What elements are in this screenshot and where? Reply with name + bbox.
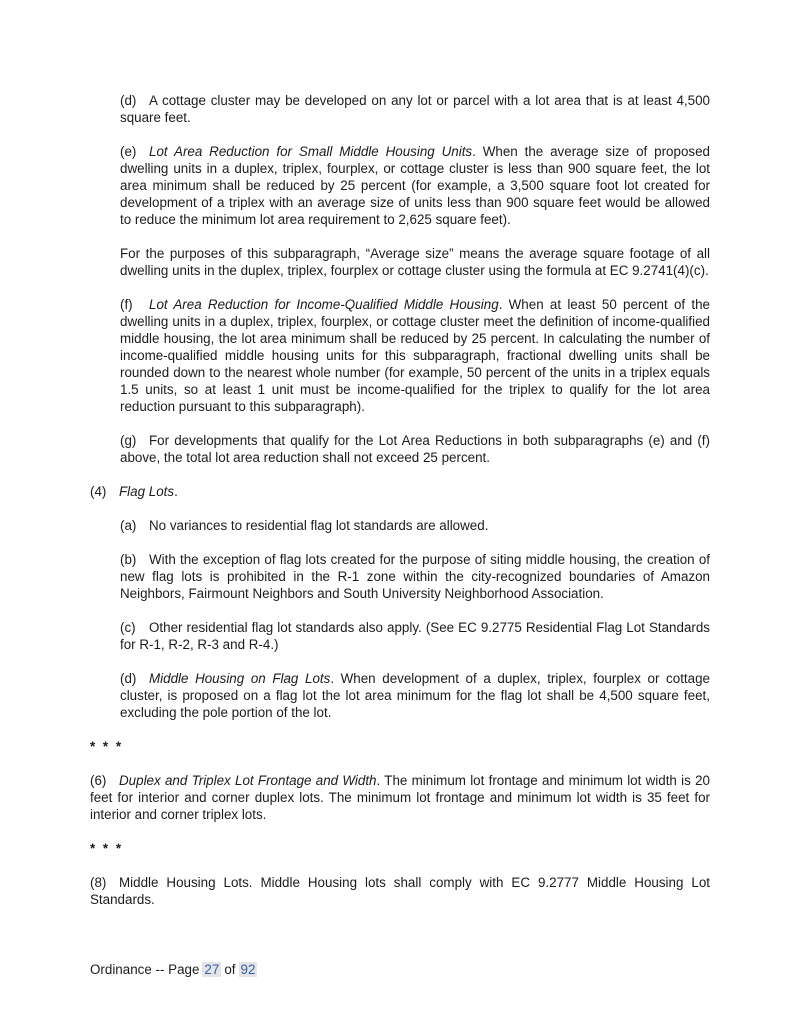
paragraph-text: Other residential flag lot standards also apply. (See EC 9.2775 Residential Flag Lot Standards for R-1, R-2, R-3 and R-4.) — [120, 620, 710, 652]
paragraph-label: (8) — [90, 875, 107, 890]
document-content — [90, 92, 710, 925]
paragraph-g-combined-reductions — [120, 432, 710, 466]
paragraph-label: (b) — [120, 552, 137, 567]
paragraph-text: No variances to residential flag lot standards are allowed. — [149, 518, 489, 533]
page-number-field: 27 — [204, 962, 220, 977]
paragraph-text: . — [174, 484, 178, 499]
paragraph-label: (a) — [120, 518, 137, 533]
paragraph-label: (c) — [120, 620, 136, 635]
total-pages-field: 92 — [240, 962, 256, 977]
paragraph-text: Middle Housing Lots. Middle Housing lots shall comply with EC 9.2777 Middle Housing Lot Standards. — [90, 875, 710, 907]
paragraph-title-italic: Lot Area Reduction for Small Middle Housing Units — [149, 144, 473, 159]
paragraph-text: . When development of a duplex, triplex, fourplex or cottage cluster, is proposed on a flag lot the lot area minimum for the flag lot shall be 4,500 square feet, excluding the pole portion of the lot. — [120, 671, 710, 720]
paragraph-text: . When the average size of proposed dwelling units in a duplex, triplex, fourplex, or cottage cluster is less than 900 square feet, the lot area minimum shall be reduced by 25 percent (for example, a 3,500 square foot lot created for development of a triplex with an average size of units less than 900 square feet would be allowed to reduce the minimum lot area requirement to 2,625 square feet). — [120, 144, 710, 227]
paragraph-label: (g) — [120, 433, 137, 448]
paragraph-text: For developments that qualify for the Lot Area Reductions in both subparagraphs (e) and (f) above, the total lot area reduction shall not exceed 25 percent. — [120, 433, 710, 465]
paragraph-b-flag-lot-prohibition — [120, 551, 710, 602]
paragraph-a-no-variances — [120, 517, 710, 534]
paragraph-text: With the exception of flag lots created for the purpose of siting middle housing, the creation of new flag lots is prohibited in the R-1 zone within the city-recognized boundaries of Amazon Neighbors, Fairmount Neighbors and South University Neighborhood Association. — [120, 552, 710, 601]
paragraph-title-italic: Duplex and Triplex Lot Frontage and Width — [119, 773, 377, 788]
paragraph-label: (6) — [90, 773, 107, 788]
footer-prefix: Ordinance -- Page — [90, 962, 200, 977]
paragraph-text: . When at least 50 percent of the dwelling units in a duplex, triplex, fourplex, or cottage cluster meet the definition of income-qualified middle housing, the lot area minimum shall be reduced by 25 percent. In calculating the number of income-qualified middle housing units for this subparagraph, fractional dwelling units shall be rounded down to the nearest whole number (for example, 50 percent of the units in a triplex equals 1.5 units, so at least 1 unit must be income-qualified for the triplex to qualify for the lot area reduction pursuant to this subparagraph). — [120, 297, 710, 414]
paragraph-f-lot-area-reduction-income — [120, 296, 710, 415]
paragraph-title-italic: Lot Area Reduction for Income-Qualified Middle Housing — [149, 297, 499, 312]
paragraph-text: . The minimum lot frontage and minimum lot width is 20 feet for interior and corner duplex lots. The minimum lot frontage and minimum lot width is 35 feet for interior and corner triplex lots. — [90, 773, 710, 822]
paragraph-e-lot-area-reduction-small — [120, 143, 710, 228]
paragraph-title-italic: Flag Lots — [119, 484, 175, 499]
page-footer — [90, 961, 260, 978]
paragraph-label: (4) — [90, 484, 107, 499]
paragraph-label: (e) — [120, 144, 137, 159]
paragraph-label: (d) — [120, 671, 137, 686]
paragraph-title-italic: Middle Housing on Flag Lots — [149, 671, 331, 686]
paragraph-text: For the purposes of this subparagraph, “Average size” means the average square footage of all dwelling units in the duplex, triplex, fourplex or cottage cluster using the formula at EC 9.2741(4)(c). — [120, 246, 710, 278]
paragraph-8-middle-housing-lots — [90, 874, 710, 908]
paragraph-d-cottage-cluster — [120, 92, 710, 126]
paragraph-c-other-standards — [120, 619, 710, 653]
paragraph-label: (d) — [120, 93, 137, 108]
section-separator-asterisks: * * * — [90, 841, 124, 856]
paragraph-d-middle-housing-flag-lots — [120, 670, 710, 721]
heading-4-flag-lots — [90, 483, 710, 500]
section-separator-asterisks: * * * — [90, 739, 124, 754]
paragraph-text: A cottage cluster may be developed on any lot or parcel with a lot area that is at least 4,500 square feet. — [120, 93, 710, 125]
paragraph-label: (f) — [120, 297, 133, 312]
paragraph-average-size-definition — [120, 245, 710, 279]
footer-of-label: of — [224, 962, 236, 977]
paragraph-6-duplex-triplex-frontage — [90, 772, 710, 823]
